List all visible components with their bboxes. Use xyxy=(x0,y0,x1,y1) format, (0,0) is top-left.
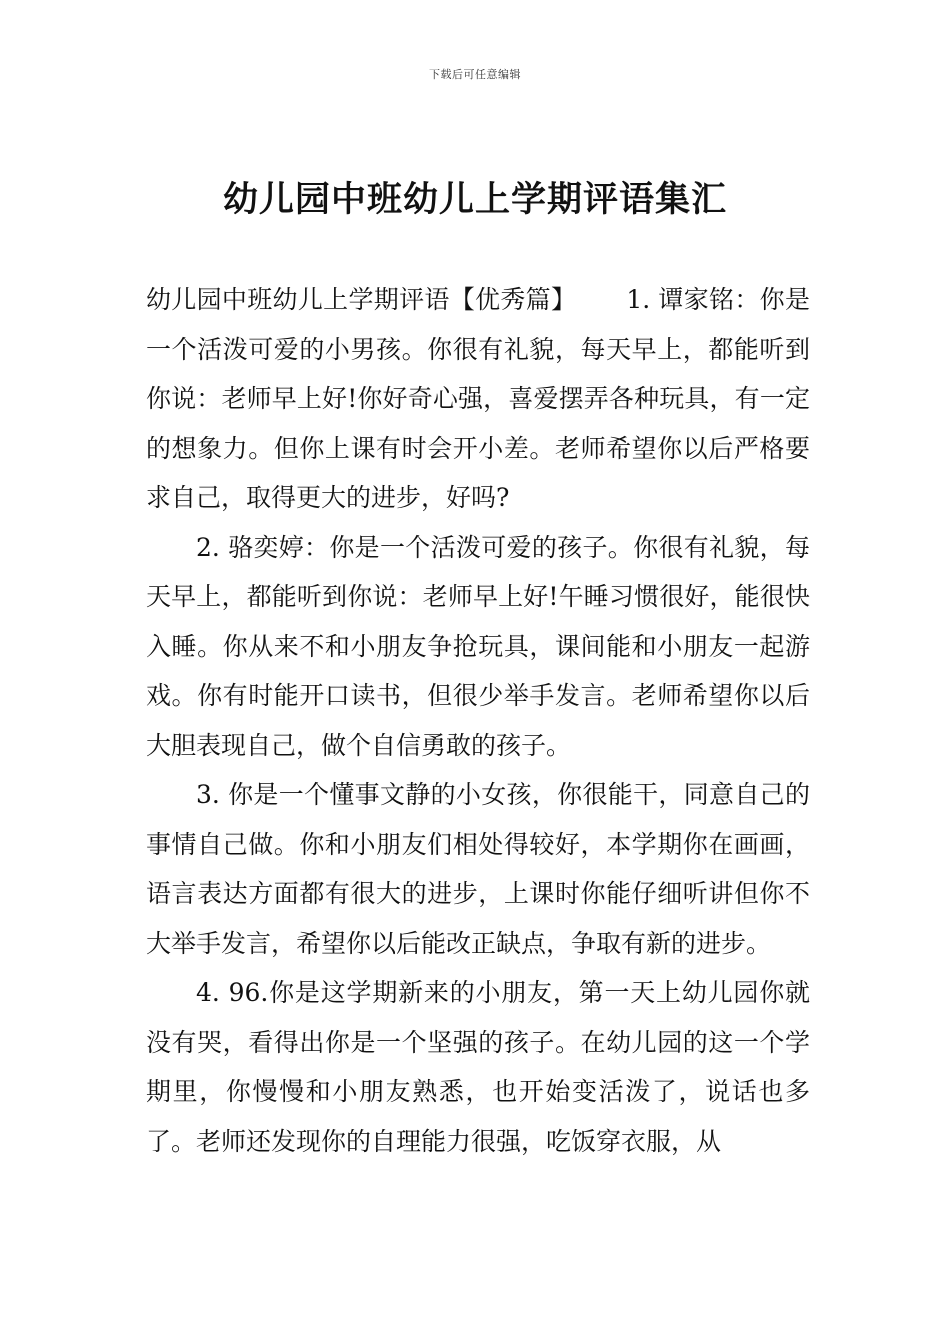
paragraph-3: 3. 你是一个懂事文静的小女孩，你很能干，同意自己的事情自己做。你和小朋友们相处得较好，本学期你在画画，语言表达方面都有很大的进步，上课时你能仔细听讲但你不大举手发言，希望你以后能改正缺点，争取有新的进步。 xyxy=(146,780,810,958)
paragraph-1 xyxy=(146,275,810,523)
paragraph-1-text: 1. 谭家铭：你是一个活泼可爱的小男孩。你很有礼貌，每天早上，都能听到你说：老师早上好!你好奇心强，喜爱摆弄各种玩具，有一定的想象力。但你上课有时会开小差。老师希望你以后严格要求自己，取得更大的进步，好吗? xyxy=(146,285,810,512)
paragraph-2: 2. 骆奕婷：你是一个活泼可爱的孩子。你很有礼貌，每天早上，都能听到你说：老师早上好!午睡习惯很好，能很快入睡。你从来不和小朋友争抢玩具，课间能和小朋友一起游戏。你有时能开口读书，但很少举手发言。老师希望你以后大胆表现自己，做个自信勇敢的孩子。 xyxy=(146,532,810,760)
paragraph-4: 4. 96.你是这学期新来的小朋友，第一天上幼儿园你就没有哭，看得出你是一个坚强的孩子。在幼儿园的这一个学期里，你慢慢和小朋友熟悉，也开始变活泼了，说话也多了。老师还发现你的自理能力很强，吃饭穿衣服，从 xyxy=(146,978,810,1156)
page-header-note: 下载后可任意编辑 xyxy=(429,68,521,81)
document-title: 幼儿园中班幼儿上学期评语集汇 xyxy=(222,179,727,220)
document-body xyxy=(146,275,810,1166)
section-heading: 幼儿园中班幼儿上学期评语【优秀篇】 xyxy=(146,285,577,314)
